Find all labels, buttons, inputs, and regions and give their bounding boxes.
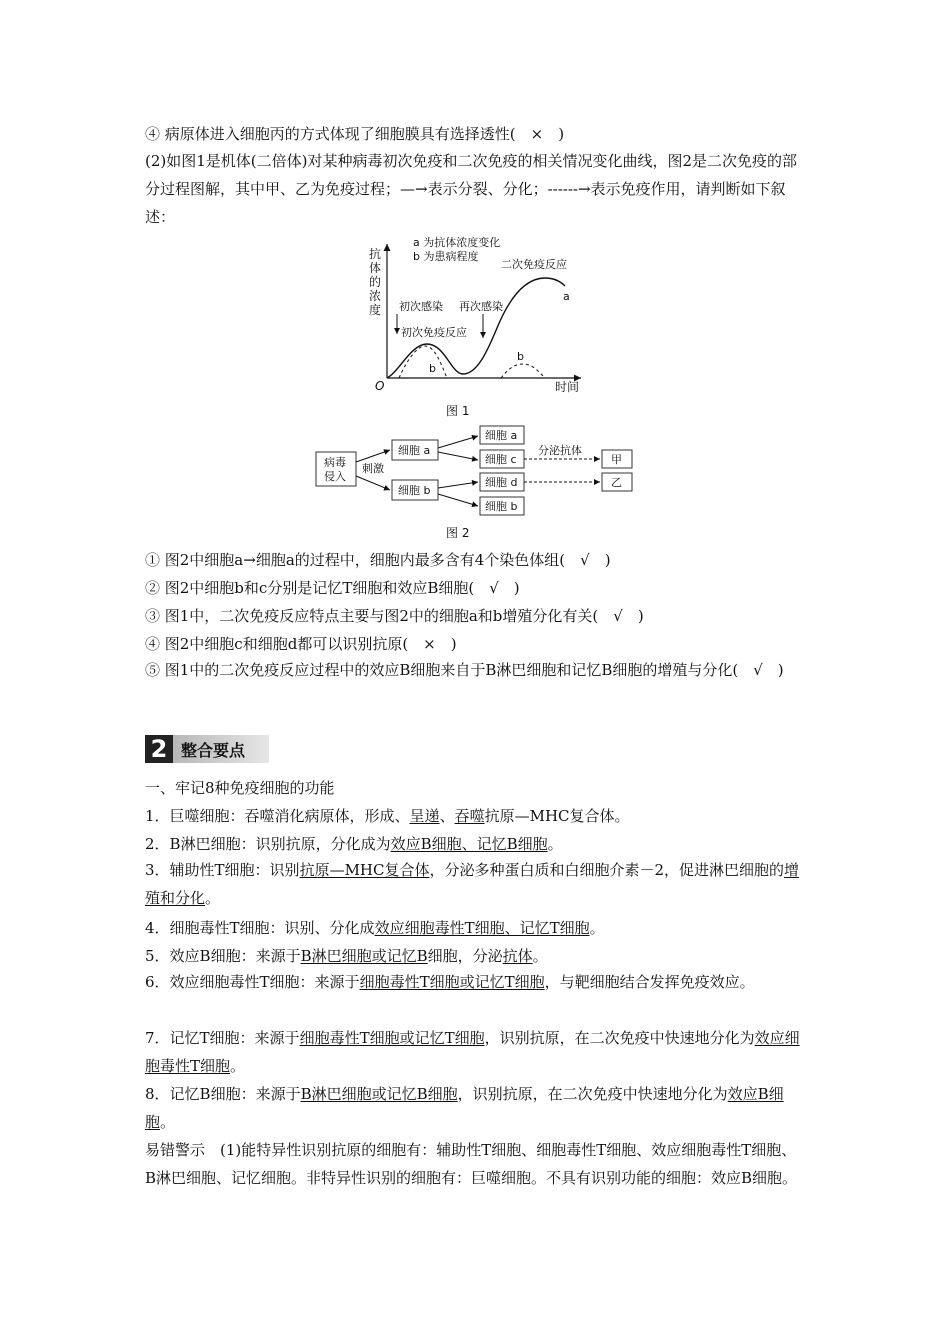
curve-b-secondary [501, 364, 545, 378]
origin-label: O [375, 379, 385, 393]
reinfection-label: 再次感染 [459, 300, 503, 313]
y-label-char: 浓 [369, 289, 382, 303]
section-title: 整合要点 [173, 735, 269, 763]
arrow-a-to-a2 [438, 436, 478, 448]
legend-a: a 为抗体浓度变化 [413, 236, 501, 249]
primary-response-label: 初次免疫反应 [401, 326, 467, 339]
cell-a-label: 细胞 a [398, 444, 431, 457]
subheading: 一、牢记8种免疫细胞的功能 [145, 779, 335, 797]
curve-a-label: a [563, 290, 570, 303]
x-axis-label: 时间 [555, 380, 580, 394]
figure1-caption: 图 1 [446, 404, 470, 418]
judgment-item: ④ 图2中细胞c和细胞d都可以识别抗原( × ) [145, 635, 457, 653]
figure2-diagram [312, 420, 642, 520]
judgment-item: ① 图2中细胞a→细胞a的过程中，细胞内最多含有4个染色体组( √ ) [145, 551, 611, 569]
secondary-response-label: 二次免疫反应 [501, 258, 567, 271]
legend-b: b 为患病程度 [413, 250, 479, 263]
item-3: 3．辅助性T细胞：识别抗原—MHC复合体，分泌多种蛋白质和白细胞介素－2，促进淋巴细胞的增殖和分化。 [145, 861, 800, 907]
y-label-char: 度 [369, 303, 382, 317]
judgment-item: ⑤ 图1中的二次免疫反应过程中的效应B细胞来自于B淋巴细胞和记忆B细胞的增殖与分化( √ ) [145, 661, 784, 679]
cell-a2-label: 细胞 a [485, 429, 518, 442]
item-5: 5．效应B细胞：来源于B淋巴细胞或记忆B细胞，分泌抗体。 [145, 947, 548, 965]
primary-infection-label: 初次感染 [399, 300, 443, 313]
y-label-char: 体 [369, 261, 382, 275]
arrow-virus-to-b [356, 476, 390, 490]
figure1-chart [355, 232, 615, 398]
curve-b2-label: b [517, 350, 524, 363]
error-prone-tip: 易错警示 (1)能特异性识别抗原的细胞有：辅助性T细胞、细胞毒性T细胞、效应细胞毒性T细胞、B淋巴细胞、记忆细胞。非特异性识别的细胞有：巨噬细胞。不具有识别功能的细胞：效应B细胞。 [145, 1141, 798, 1187]
arrow-b-to-d [438, 482, 478, 488]
item-6: 6．效应细胞毒性T细胞：来源于细胞毒性T细胞或记忆T细胞，与靶细胞结合发挥免疫效应。 [145, 973, 755, 991]
item-1: 1．巨噬细胞：吞噬消化病原体，形成、呈递、吞噬抗原—MHC复合体。 [145, 807, 630, 825]
arrow-b-to-b2 [438, 494, 478, 506]
cell-b-label: 细胞 b [398, 484, 431, 497]
item-7: 7．记忆T细胞：来源于细胞毒性T细胞或记忆T细胞，识别抗原，在二次免疫中快速地分化为效应细胞毒性T细胞。 [145, 1029, 800, 1075]
y-label-char: 抗 [369, 247, 382, 261]
virus-label-2: 侵入 [324, 470, 346, 483]
cell-c-label: 细胞 c [485, 453, 517, 466]
curve-b1-label: b [429, 362, 436, 375]
stimulate-label: 刺激 [362, 462, 384, 475]
section-header [145, 735, 269, 763]
item-8: 8．记忆B细胞：来源于B淋巴细胞或记忆B细胞，识别抗原，在二次免疫中快速地分化为效应B细胞。 [145, 1085, 784, 1131]
judgment-item: ② 图2中细胞b和c分别是记忆T细胞和效应B细胞( √ ) [145, 579, 520, 597]
arrow-virus-to-a [356, 450, 390, 462]
cell-d-label: 细胞 d [485, 476, 518, 489]
item-4: 4．细胞毒性T细胞：识别、分化成效应细胞毒性T细胞、记忆T细胞。 [145, 919, 605, 937]
cell-b2-label: 细胞 b [485, 500, 518, 513]
judgment-item-4-top: ④ 病原体进入细胞丙的方式体现了细胞膜具有选择透性( × ) [145, 125, 565, 143]
section-number: 2 [145, 735, 173, 763]
y-label-char: 的 [369, 275, 382, 289]
jia-label: 甲 [611, 453, 622, 466]
virus-label-1: 病毒 [324, 456, 346, 469]
judgment-item: ③ 图1中，二次免疫反应特点主要与图2中的细胞a和b增殖分化有关( √ ) [145, 607, 644, 625]
figure2-caption: 图 2 [446, 526, 470, 540]
yi-label: 乙 [611, 476, 622, 489]
item-2: 2．B淋巴细胞：识别抗原，分化成为效应B细胞、记忆B细胞。 [145, 835, 563, 853]
arrow-a-to-c [438, 452, 478, 460]
question-2-intro: (2)如图1是机体(二倍体)对某种病毒初次免疫和二次免疫的相关情况变化曲线，图2是二次免疫的部分过程图解，其中甲、乙为免疫过程；—→表示分裂、分化；------→表示免疫作用，请判断如下叙述： [145, 152, 798, 226]
secrete-antibody-label: 分泌抗体 [538, 444, 582, 457]
